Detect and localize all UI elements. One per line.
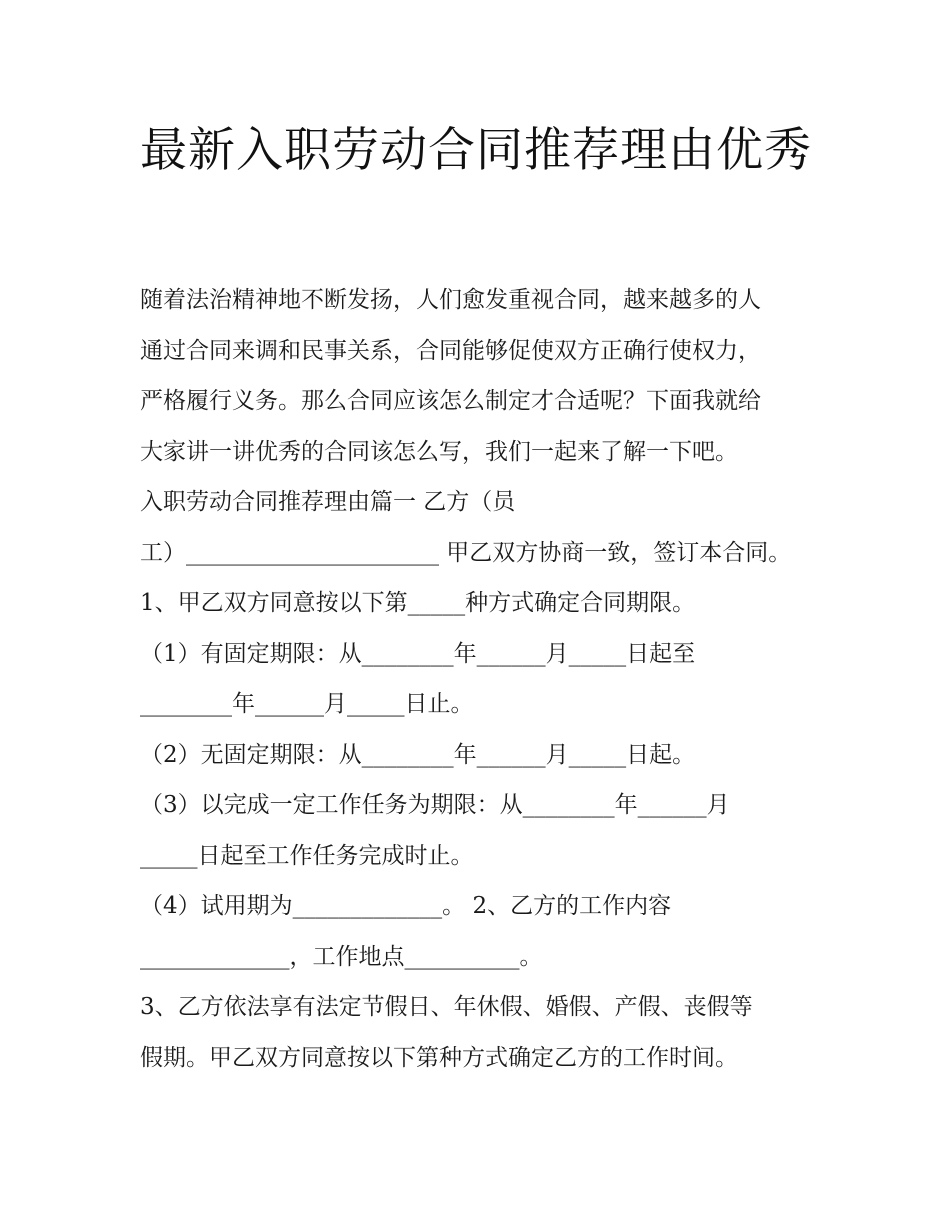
contract-line: 工）______________________ 甲乙双方协商一致，签订本合同。 <box>140 539 792 566</box>
paragraph-line: 严格履行义务。那么合同应该怎么制定才合适呢？下面我就给 <box>140 388 761 414</box>
contract-option-3: （3）以完成一定工作任务为期限：从________年______月 <box>140 792 730 818</box>
contract-clause-1: 1、甲乙双方同意按以下第_____种方式确定合同期限。 <box>140 590 696 616</box>
contract-option-2: （2）无固定期限：从________年______月_____日起。 <box>140 741 696 768</box>
contract-work-location: _____________，工作地点__________。 <box>140 943 543 970</box>
section-heading-line: 入职劳动合同推荐理由篇一 乙方（员 <box>140 489 516 515</box>
contract-clause-3-cont: 假期。甲乙双方同意按以下第种方式确定乙方的工作时间。 <box>140 1044 738 1071</box>
contract-option-3-cont: _____日起至工作任务完成时止。 <box>140 842 474 869</box>
contract-option-1: （1）有固定期限：从________年______月_____日起至 <box>140 640 696 667</box>
contract-clause-3: 3、乙方依法享有法定节假日、年休假、婚假、产假、丧假等 <box>140 994 753 1020</box>
document-body <box>140 275 830 1083</box>
paragraph-line: 通过合同来调和民事关系，合同能够促使双方正确行使权力， <box>140 337 761 364</box>
document-title: 最新入职劳动合同推荐理由优秀 <box>140 123 812 178</box>
paragraph-line: 随着法治精神地不断发扬，人们愈发重视合同，越来越多的人 <box>140 287 761 313</box>
contract-option-1-cont: ________年______月_____日止。 <box>140 691 474 717</box>
paragraph-line: 大家讲一讲优秀的合同该怎么写，我们一起来了解一下吧。 <box>140 438 738 465</box>
contract-option-4: （4）试用期为_____________。 2、乙方的工作内容 <box>140 893 672 919</box>
